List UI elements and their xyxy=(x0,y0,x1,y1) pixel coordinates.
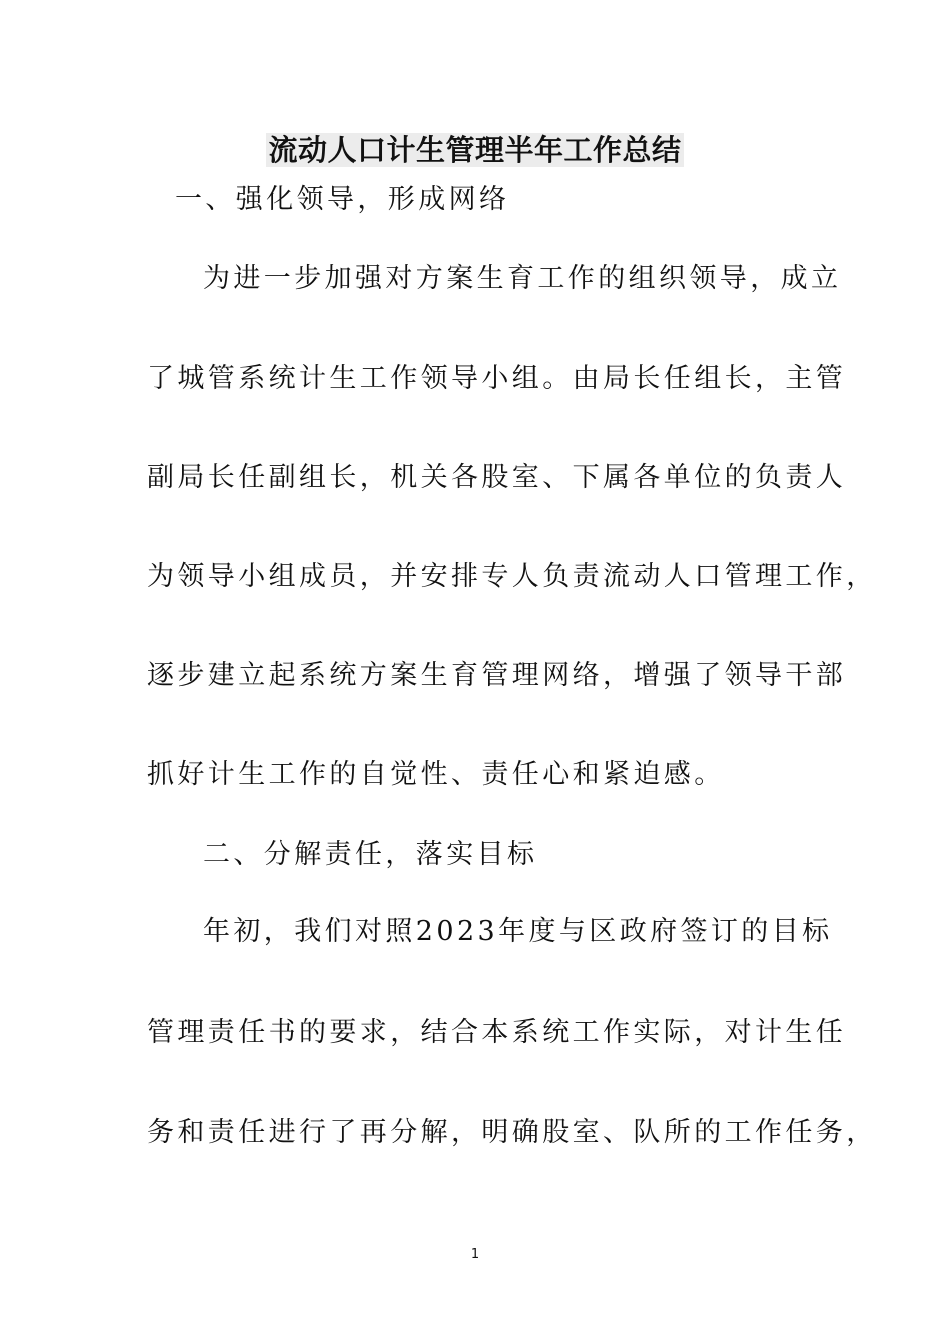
document-title: 流动人口计生管理半年工作总结 xyxy=(268,133,682,167)
paragraph-line: 逐步建立起系统方案生育管理网络，增强了领导干部 xyxy=(147,660,847,691)
page-number: 1 xyxy=(470,1247,480,1262)
paragraph-line: 副局长任副组长，机关各股室、下属各单位的负责人 xyxy=(147,462,847,493)
paragraph-line: 抓好计生工作的自觉性、责任心和紧迫感。 xyxy=(147,759,725,790)
paragraph-line: 了城管系统计生工作领导小组。由局长任组长，主管 xyxy=(147,363,847,394)
paragraph-line: 年初，我们对照2023年度与区政府签订的目标 xyxy=(203,916,833,947)
paragraph-line: 为领导小组成员，并安排专人负责流动人口管理工作， xyxy=(147,561,877,592)
section-heading-2: 二、分解责任，落实目标 xyxy=(203,839,538,870)
section-heading-1: 一、强化领导，形成网络 xyxy=(175,184,510,215)
paragraph-line: 为进一步加强对方案生育工作的组织领导，成立 xyxy=(203,263,842,294)
paragraph-line: 务和责任进行了再分解，明确股室、队所的工作任务， xyxy=(147,1117,877,1148)
paragraph-line: 管理责任书的要求，结合本系统工作实际，对计生任 xyxy=(147,1017,847,1048)
